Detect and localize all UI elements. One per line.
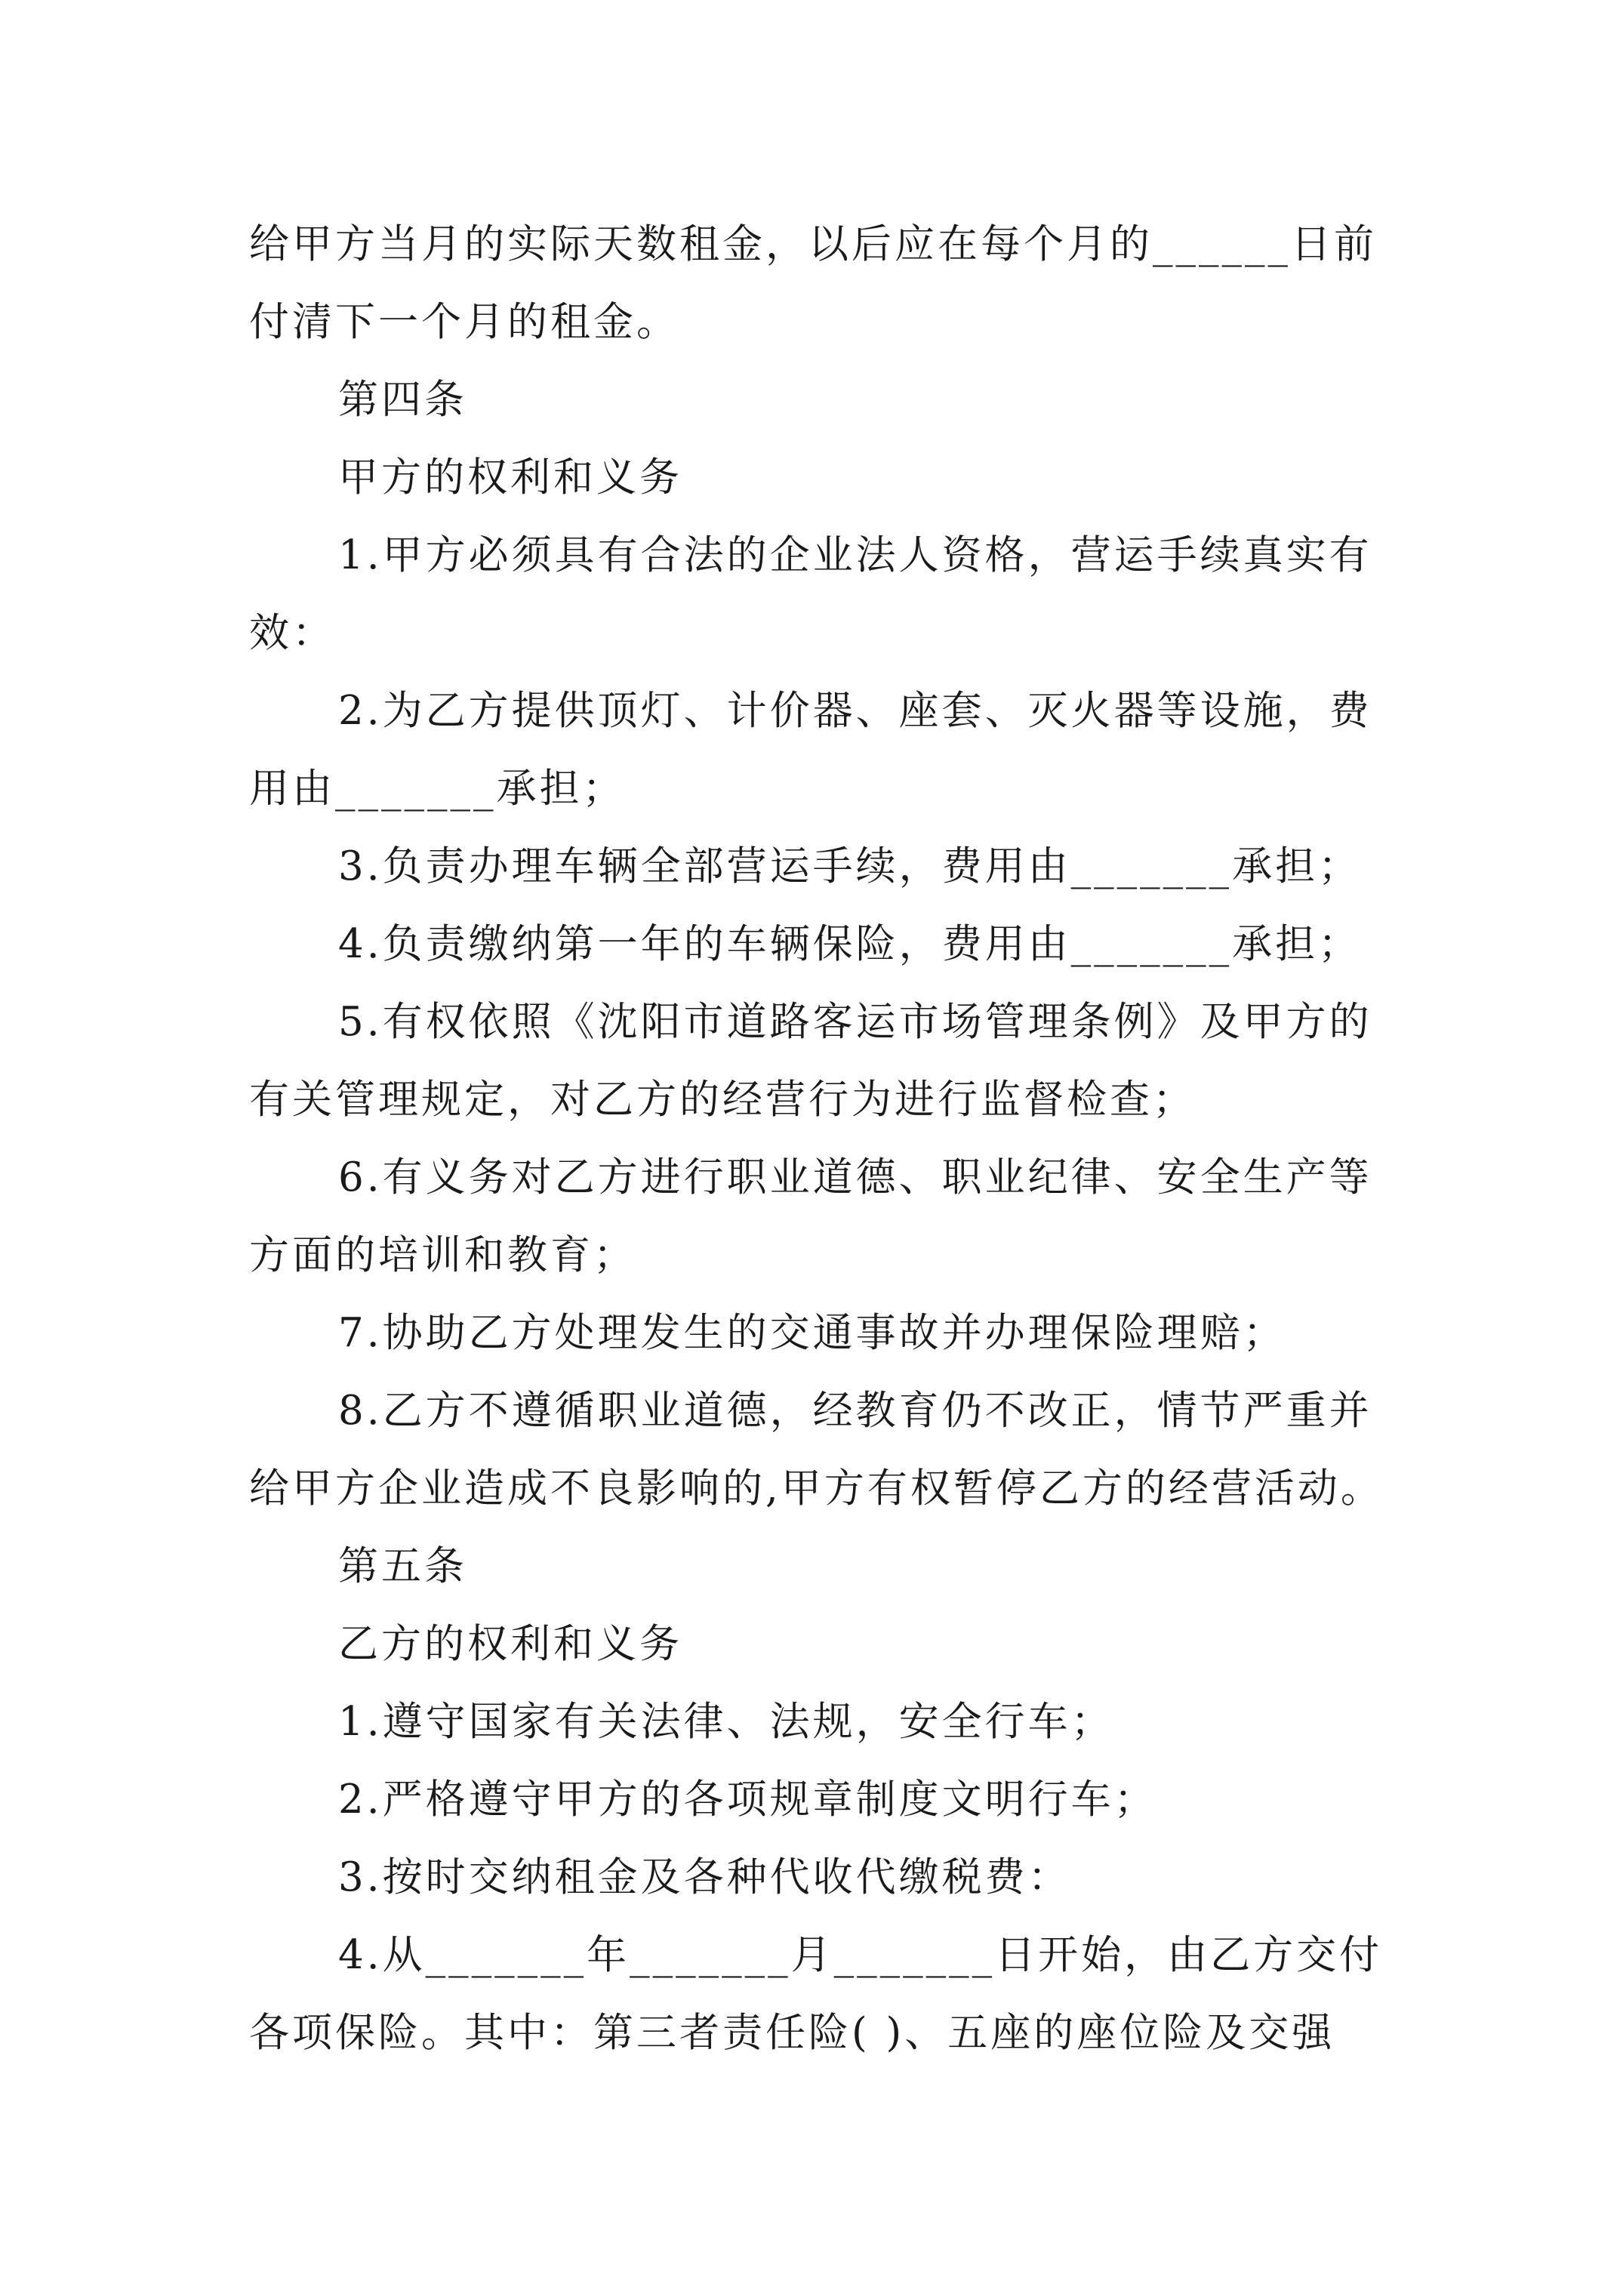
text-line-08: 用由_______承担； <box>249 766 626 812</box>
text-line-02: 付清下一个月的租金。 <box>249 299 679 345</box>
text-line-09: 3.负责办理车辆全部营运手续，费用由_______承担； <box>338 843 1362 889</box>
text-line-21: 2.严格遵守甲方的各项规章制度文明行车； <box>338 1777 1157 1823</box>
text-line-07: 2.为乙方提供顶灯、计价器、座套、灭火器等设施，费 <box>338 688 1372 734</box>
text-line-06: 效： <box>249 610 335 656</box>
text-line-20: 1.遵守国家有关法律、法规，安全行车； <box>338 1699 1114 1745</box>
text-line-14: 方面的培训和教育； <box>249 1232 636 1278</box>
article-4-heading: 第四条 <box>338 377 467 423</box>
text-line-16: 8.乙方不遵循职业道德，经教育仍不改正，情节严重并 <box>338 1388 1372 1434</box>
party-a-rights-heading: 甲方的权利和义务 <box>338 455 682 501</box>
text-line-05: 1.甲方必须具有合法的企业法人资格，营运手续真实有 <box>338 532 1372 578</box>
text-line-10: 4.负责缴纳第一年的车辆保险，费用由_______承担； <box>338 921 1362 967</box>
text-line-11: 5.有权依照《沈阳市道路客运市场管理条例》及甲方的 <box>338 999 1372 1045</box>
document-body <box>249 205 1389 2072</box>
text-line-17: 给甲方企业造成不良影响的,甲方有权暂停乙方的经营活动。 <box>249 1465 1384 1512</box>
text-line-24: 各项保险。其中：第三者责任险( )、五座的座位险及交强 <box>249 2010 1335 2056</box>
text-line-15: 7.协助乙方处理发生的交通事故并办理保险理赔； <box>338 1310 1286 1356</box>
text-line-12: 有关管理规定，对乙方的经营行为进行监督检查； <box>249 1077 1196 1123</box>
text-line-23: 4.从_______年_______月_______日开始，由乙方交付 <box>338 1932 1383 1978</box>
text-line-13: 6.有义务对乙方进行职业道德、职业纪律、安全生产等 <box>338 1154 1372 1200</box>
text-line-22: 3.按时交纳租金及各种代收代缴税费： <box>338 1854 1071 1900</box>
article-5-heading: 第五条 <box>338 1543 467 1589</box>
party-b-rights-heading: 乙方的权利和义务 <box>338 1621 682 1667</box>
text-line-01: 给甲方当月的实际天数租金，以后应在每个月的______日前 <box>249 221 1377 267</box>
